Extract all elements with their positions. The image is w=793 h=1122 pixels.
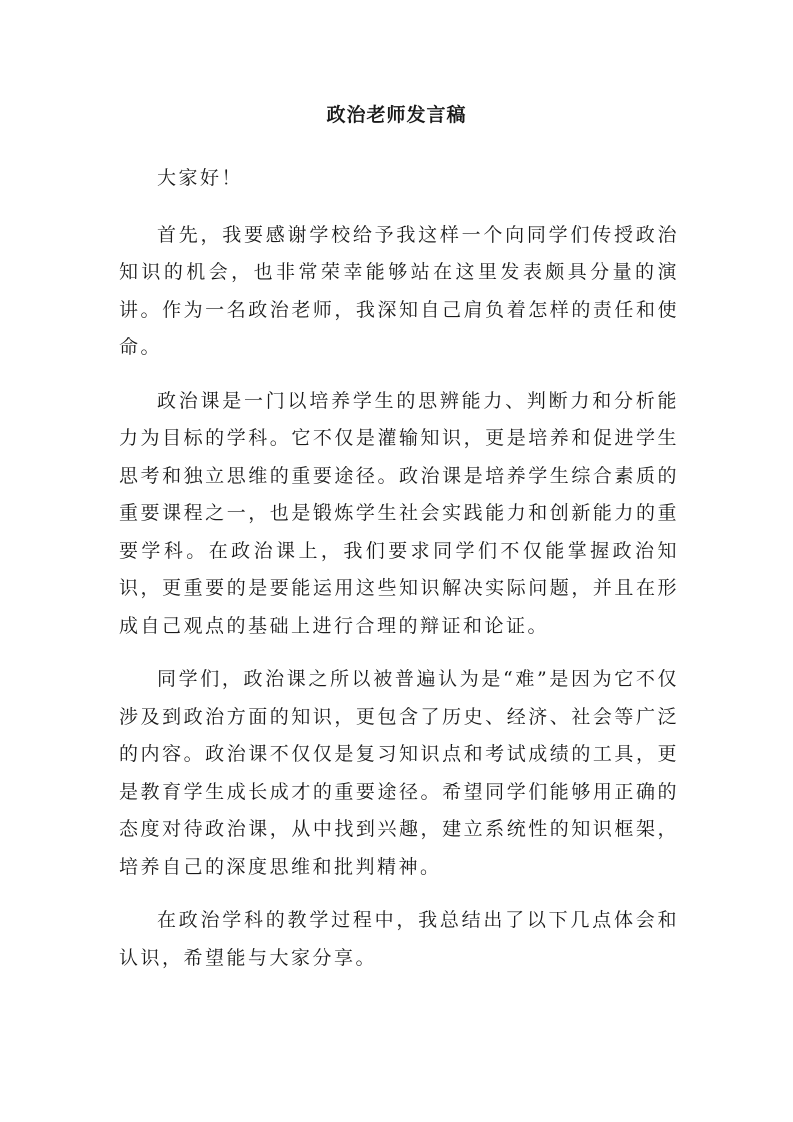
document-title: 政治老师发言稿 bbox=[326, 104, 467, 126]
document-body bbox=[119, 160, 679, 993]
paragraph-course-purpose: 政治课是一门以培养学生的思辨能力、判断力和分析能力为目标的学科。它不仅是灌输知识，更是培养和促进学生思考和独立思维的重要途径。政治课是培养学生综合素质的重要课程之一，也是锻炼学生社会实践能力和创新能力的重要学科。在政治课上，我们要求同学们不仅能掌握政治知识，更重要的是要能运用这些知识解决实际问题，并且在形成自己观点的基础上进行合理的辩证和论证。 bbox=[119, 389, 679, 637]
paragraph-course-difficulty: 同学们，政治课之所以被普遍认为是“难”是因为它不仅涉及到政治方面的知识，更包含了历史、经济、社会等广泛的内容。政治课不仅仅是复习知识点和考试成绩的工具，更是教育学生成长成才的重要途径。希望同学们能够用正确的态度对待政治课，从中找到兴趣，建立系统性的知识框架，培养自己的深度思维和批判精神。 bbox=[119, 668, 679, 878]
paragraph-greeting: 大家好！ bbox=[157, 167, 244, 189]
paragraph-thanks: 首先，我要感谢学校给予我这样一个向同学们传授政治知识的机会，也非常荣幸能够站在这里发表颇具分量的演讲。作为一名政治老师，我深知自己肩负着怎样的责任和使命。 bbox=[119, 223, 679, 358]
paragraph-teaching-reflection: 在政治学科的教学过程中，我总结出了以下几点体会和认识，希望能与大家分享。 bbox=[119, 909, 679, 969]
